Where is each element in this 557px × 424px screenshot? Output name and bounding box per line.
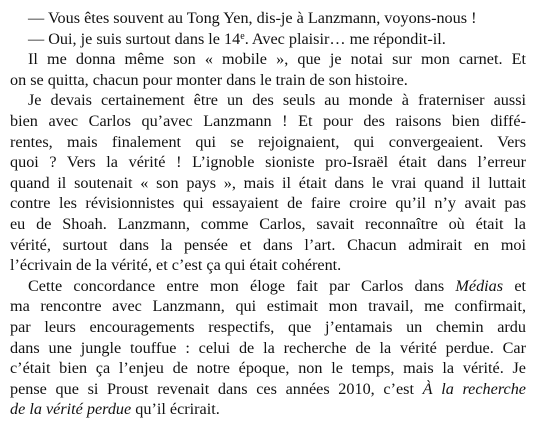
text-line: Il me donna même son « mobile », que je notai sur mon carnet. Et xyxy=(28,50,526,69)
text-line: vérité, surtout dans la pensée et dans l’art. Chacun admirait en moi xyxy=(10,235,526,254)
text-line xyxy=(10,29,526,50)
text-run: — Oui, je suis surtout dans le 14 xyxy=(28,29,241,48)
text-run: pense que si Proust revenait dans ces années 2010, c’est xyxy=(10,379,423,398)
superscript: e xyxy=(240,30,245,42)
text-line: on se quitta, chacun pour monter dans le train de son histoire. xyxy=(10,70,408,89)
text-line: c’était bien ça l’enjeu de notre époque, non le temps, mais la vérité. Je xyxy=(10,359,526,378)
text-line: bien avec Carlos qu’avec Lanzmann ! Et pour des raisons bien diffé- xyxy=(10,111,526,130)
italic-title: de la vérité perdue xyxy=(10,400,132,419)
text-line xyxy=(10,379,526,400)
text-line: quand il soutenait « son pays », mais il était dans le vrai quand il luttait xyxy=(10,173,526,192)
text-line: par leurs encouragements respectifs, que j’entamais un chemin ardu xyxy=(10,317,526,336)
text-line: dans une jungle touffue : celui de la recherche de la vérité perdue. Car xyxy=(10,338,526,357)
text-line xyxy=(10,399,526,420)
text-line: Je devais certainement être un des seuls au monde à fraterniser aussi xyxy=(28,91,526,110)
text-line: contre les révisionnistes qui essayaient de faire croire qu’il n’y avait pas xyxy=(10,194,526,213)
text-line: quoi ? Vers la vérité ! L’ignoble sioniste pro-Israël était dans l’erreur xyxy=(10,153,526,172)
text-run: qu’il écrirait. xyxy=(131,400,220,419)
text-line xyxy=(10,276,526,297)
text-run: et xyxy=(503,276,526,295)
text-run: Cette concordance entre mon éloge fait par Carlos dans xyxy=(28,276,456,295)
text-line: — Vous êtes souvent au Tong Yen, dis-je à Lanzmann, voyons-nous ! xyxy=(28,9,477,27)
text-line: rentes, mais finalement qui se rejoignaient, qui convergeaient. Vers xyxy=(10,132,526,151)
text-line: eu de Shoah. Lanzmann, comme Carlos, savait reconnaître où était la xyxy=(10,214,526,233)
italic-title: À la recherche xyxy=(422,379,526,398)
book-page-text xyxy=(10,8,526,420)
text-run: . Avec plaisir… me répondit-il. xyxy=(244,29,446,48)
italic-title: Médias xyxy=(455,276,504,295)
text-line: ma rencontre avec Lanzmann, qui estimait mon travail, me confirmait, xyxy=(10,297,526,316)
text-line: l’écrivain de la vérité, et c’est ça qui était cohérent. xyxy=(10,256,342,275)
